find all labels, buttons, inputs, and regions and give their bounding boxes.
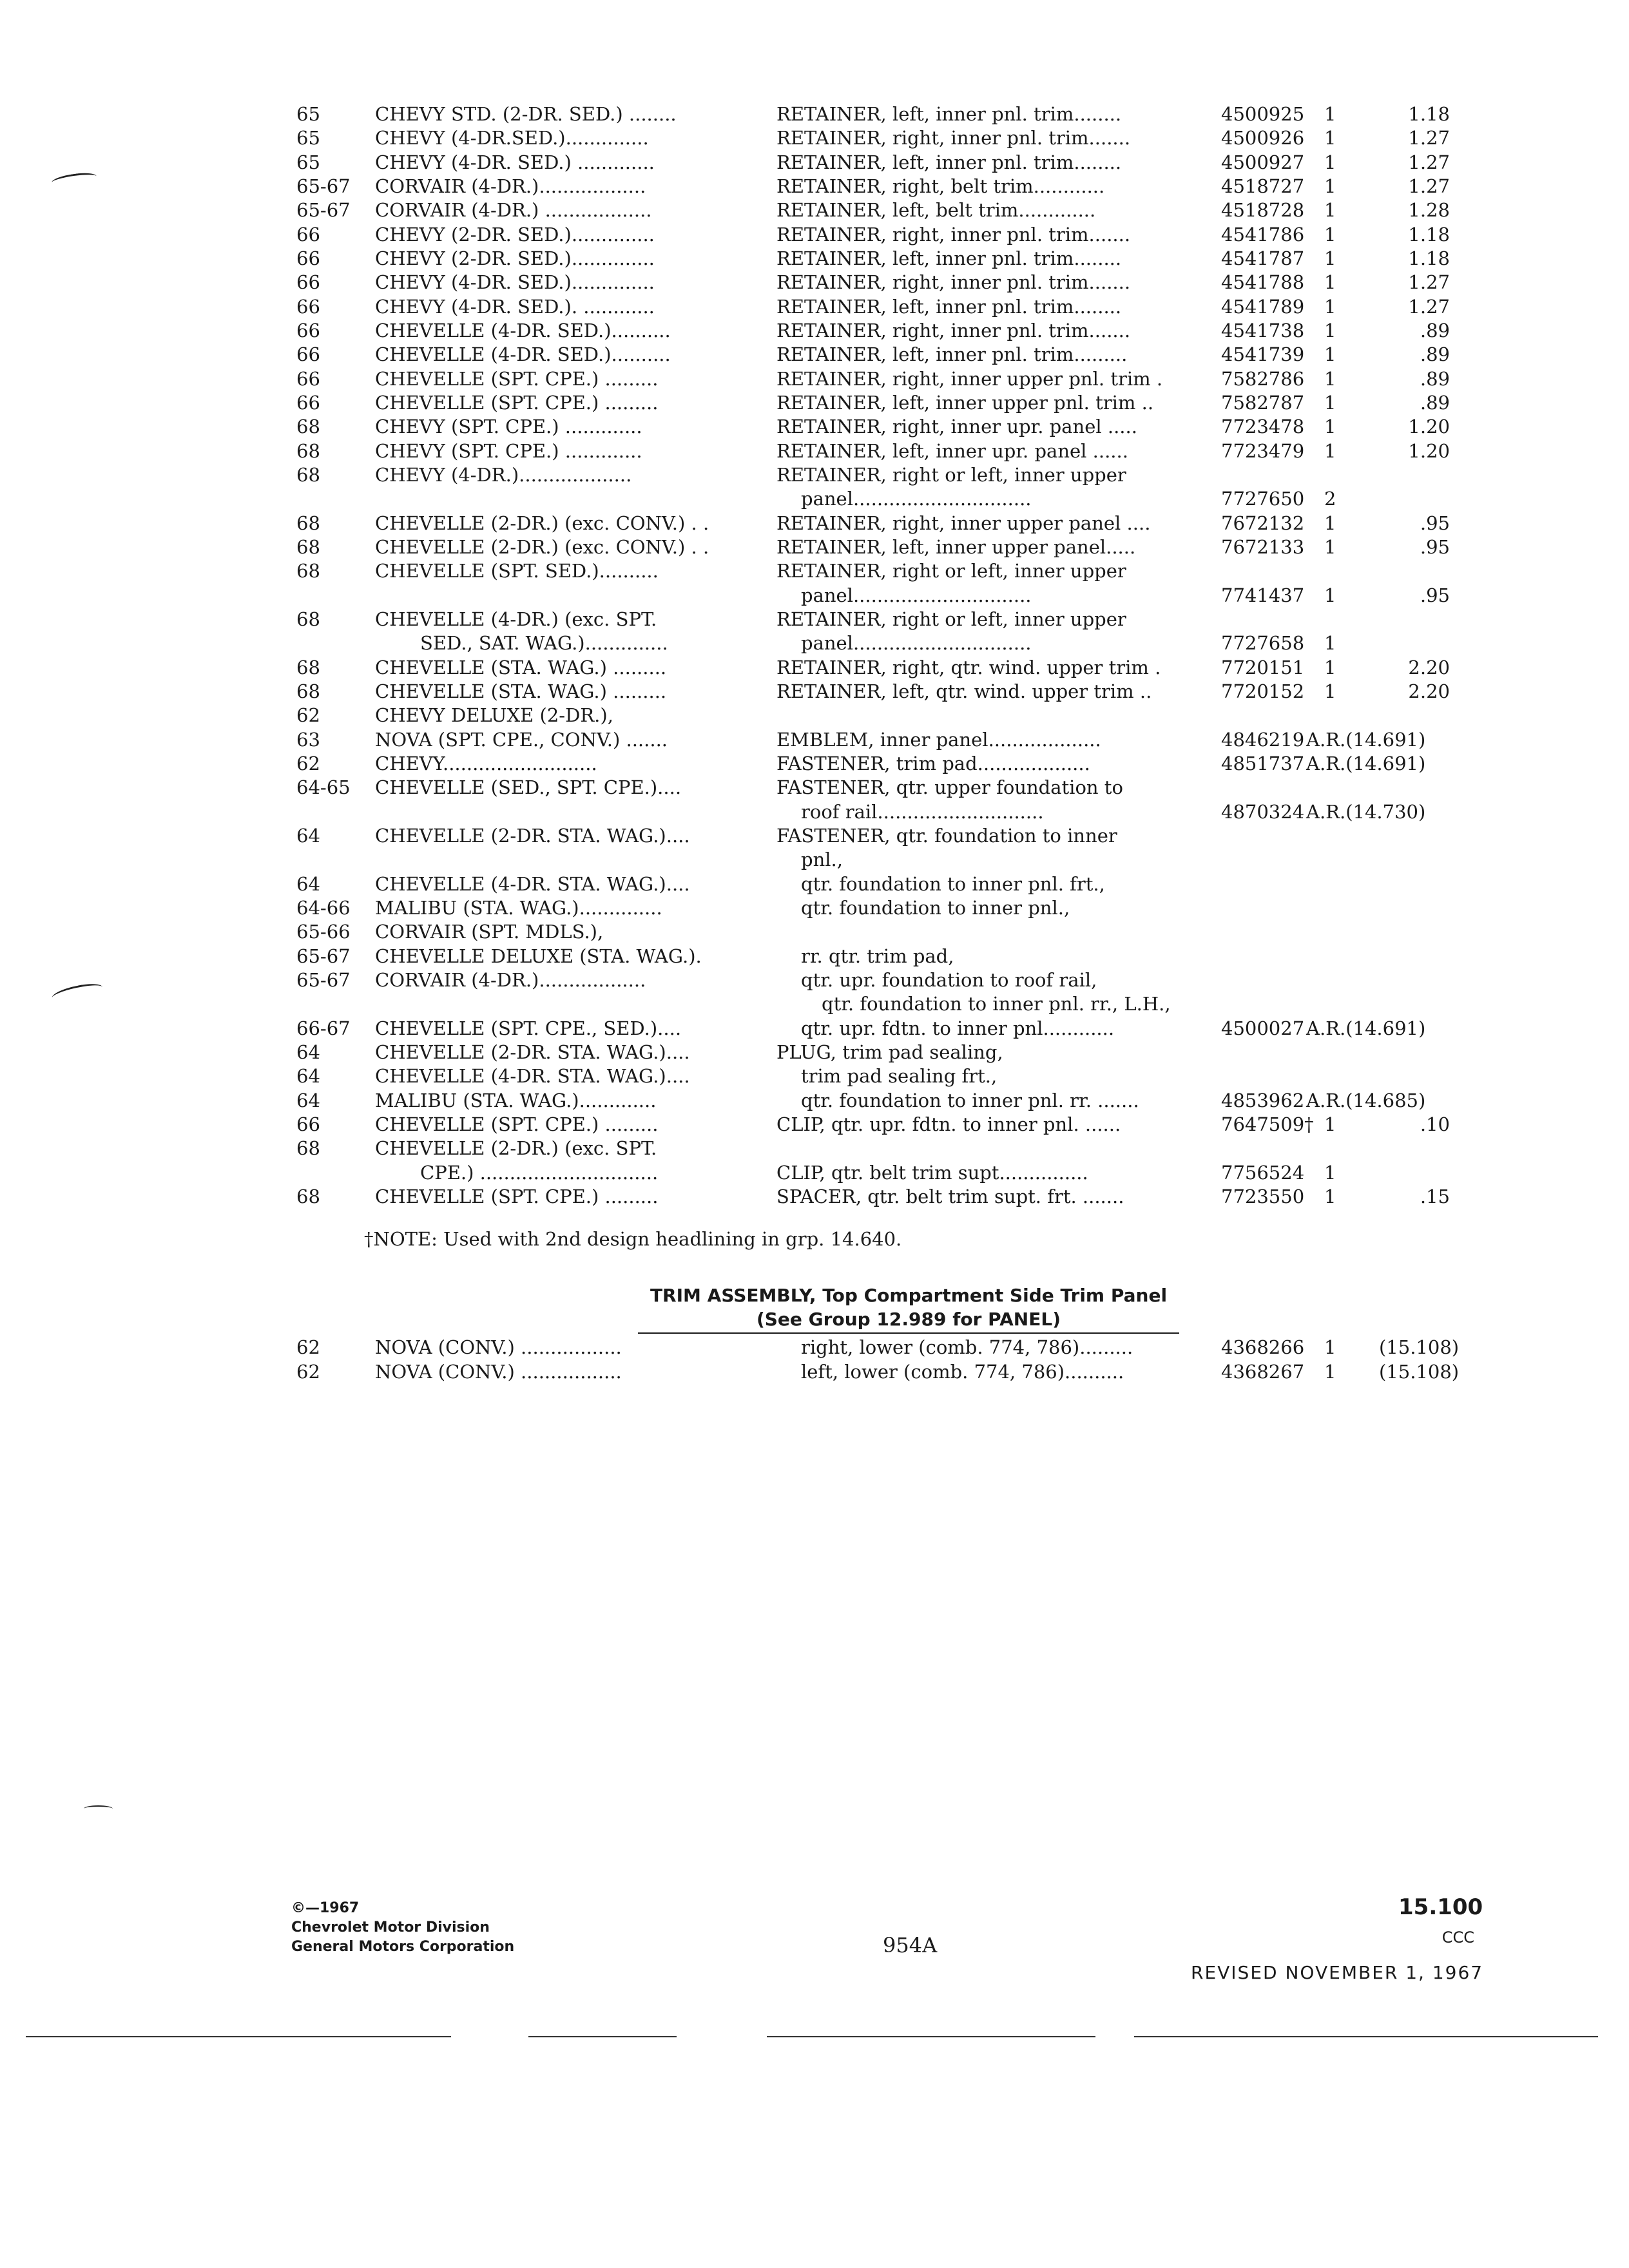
- copyright-block: [291, 1899, 514, 1957]
- quantity: 1: [1324, 151, 1336, 173]
- part-description: FASTENER, qtr. upper foundation to: [776, 776, 1123, 799]
- price: .89: [1420, 391, 1450, 414]
- part-number: 4518727: [1221, 175, 1305, 197]
- part-number: 4368267: [1221, 1360, 1305, 1383]
- part-description: qtr. foundation to inner pnl. rr., L.H.,: [822, 993, 1171, 1015]
- part-number: 4541739: [1221, 343, 1305, 366]
- model-name: SED., SAT. WAG.)..............: [420, 632, 668, 655]
- part-number: 7723550: [1221, 1185, 1305, 1207]
- part-number: 7723478: [1221, 416, 1305, 438]
- part-description: FASTENER, qtr. foundation to inner: [776, 824, 1117, 847]
- part-description: pnl.,: [801, 849, 843, 871]
- part-description: RETAINER, left, qtr. wind. upper trim ..: [776, 680, 1152, 702]
- part-description: RETAINER, left, inner upper pnl. trim ..: [776, 391, 1154, 414]
- model-year: 65-67: [296, 945, 351, 967]
- model-year: 68: [296, 535, 320, 558]
- quantity: 1: [1324, 103, 1336, 125]
- part-number: 7727658: [1221, 632, 1305, 655]
- quantity: 1: [1324, 1161, 1336, 1184]
- model-year: 68: [296, 560, 320, 582]
- part-description: RETAINER, right, inner upper pnl. trim .: [776, 367, 1163, 390]
- model-name: CHEVELLE (2-DR.) (exc. CONV.) . .: [375, 535, 709, 558]
- part-description: RETAINER, left, inner upr. panel ......: [776, 439, 1128, 462]
- part-number: 7720151: [1221, 656, 1305, 678]
- quantity: 1: [1324, 1360, 1336, 1383]
- quantity: 1: [1324, 512, 1336, 534]
- model-year: 62: [296, 752, 320, 774]
- model-name: CHEVELLE (4-DR. STA. WAG.)....: [375, 872, 690, 895]
- part-description: RETAINER, right or left, inner upper: [776, 608, 1126, 630]
- model-year: 66: [296, 271, 320, 294]
- part-description: trim pad sealing frt.,: [801, 1065, 998, 1088]
- quantity: 1: [1324, 535, 1336, 558]
- part-number: 4851737: [1221, 752, 1305, 774]
- model-name: CHEVY (4-DR.SED.)..............: [375, 127, 649, 149]
- part-description: PLUG, trim pad sealing,: [776, 1041, 1003, 1063]
- quantity: 1: [1324, 223, 1336, 245]
- quantity: 1: [1324, 343, 1336, 366]
- price: 1.20: [1408, 439, 1450, 462]
- price: .95: [1420, 535, 1450, 558]
- model-year: 66: [296, 391, 320, 414]
- revision-date: REVISED NOVEMBER 1, 1967: [1191, 1962, 1484, 1983]
- model-name: CHEVELLE (2-DR. STA. WAG.)....: [375, 824, 690, 847]
- model-name: CHEVELLE DELUXE (STA. WAG.).: [375, 945, 702, 967]
- quantity: 1: [1324, 127, 1336, 149]
- quantity: 1: [1324, 391, 1336, 414]
- model-name: CHEVELLE (2-DR.) (exc. SPT.: [375, 1137, 657, 1160]
- price: 1.18: [1408, 103, 1450, 125]
- price: 1.18: [1408, 247, 1450, 269]
- part-description: RETAINER, left, inner pnl. trim.........: [776, 343, 1128, 366]
- model-year: 68: [296, 439, 320, 462]
- model-year: 65-67: [296, 968, 351, 991]
- model-year: 66: [296, 367, 320, 390]
- model-year: 64: [296, 872, 320, 895]
- part-description: RETAINER, right, qtr. wind. upper trim .: [776, 656, 1161, 678]
- price: .89: [1420, 319, 1450, 341]
- model-name: CHEVY..........................: [375, 752, 597, 774]
- quantity: A.R.(14.691): [1306, 752, 1426, 774]
- model-name: NOVA (SPT. CPE., CONV.) .......: [375, 728, 668, 751]
- model-name: CHEVELLE (4-DR. SED.)..........: [375, 319, 671, 341]
- model-name: CHEVELLE (STA. WAG.) .........: [375, 680, 667, 702]
- part-number: 4500926: [1221, 127, 1305, 149]
- part-description: panel..............................: [801, 632, 1032, 655]
- model-year: 66: [296, 319, 320, 341]
- model-year: 64-66: [296, 896, 351, 919]
- part-description: qtr. upr. foundation to roof rail,: [801, 968, 1097, 991]
- model-year: 66: [296, 295, 320, 318]
- part-description: RETAINER, right, inner upr. panel .....: [776, 416, 1137, 438]
- model-name: CHEVELLE (SPT. CPE.) .........: [375, 1185, 659, 1207]
- price: 1.20: [1408, 416, 1450, 438]
- part-description: qtr. foundation to inner pnl. rr. .......: [801, 1089, 1139, 1111]
- part-number: 4541738: [1221, 319, 1305, 341]
- model-name: CHEVELLE (STA. WAG.) .........: [375, 656, 667, 678]
- price: 2.20: [1408, 656, 1450, 678]
- model-year: 62: [296, 1336, 320, 1358]
- part-description: RETAINER, left, inner pnl. trim........: [776, 295, 1122, 318]
- model-year: 65: [296, 103, 320, 125]
- part-number: 4870324: [1221, 800, 1305, 823]
- part-description: RETAINER, right, belt trim............: [776, 175, 1105, 197]
- model-name: CHEVELLE (SPT. SED.)..........: [375, 560, 659, 582]
- price: 2.20: [1408, 680, 1450, 702]
- model-name: CHEVY (4-DR. SED.) .............: [375, 151, 655, 173]
- part-description: CLIP, qtr. belt trim supt...............: [776, 1161, 1088, 1184]
- price: (15.108): [1379, 1360, 1460, 1383]
- part-number: 4500927: [1221, 151, 1305, 173]
- quantity: 1: [1324, 319, 1336, 341]
- model-year: 68: [296, 680, 320, 702]
- model-name: CHEVELLE (SPT. CPE.) .........: [375, 391, 659, 414]
- quantity: 1: [1324, 1113, 1336, 1135]
- price: 1.28: [1408, 199, 1450, 222]
- part-number: 7647509†: [1221, 1113, 1314, 1135]
- model-name: CHEVELLE (2-DR. STA. WAG.)....: [375, 1041, 690, 1063]
- model-year: 66: [296, 247, 320, 269]
- model-name: CHEVY DELUXE (2-DR.),: [375, 704, 613, 727]
- part-description: panel..............................: [801, 584, 1032, 606]
- section-underline: [638, 1332, 1179, 1334]
- model-name: CHEVY (2-DR. SED.)..............: [375, 223, 655, 245]
- part-number: 4500925: [1221, 103, 1305, 125]
- part-description: panel..............................: [801, 488, 1032, 510]
- part-number: 4846219: [1221, 728, 1305, 751]
- corporation-name: General Motors Corporation: [291, 1939, 515, 1955]
- model-year: 68: [296, 463, 320, 486]
- part-number: 7727650: [1221, 488, 1305, 510]
- model-name: MALIBU (STA. WAG.).............: [375, 1089, 657, 1111]
- catalog-code: CCC: [1441, 1928, 1474, 1946]
- quantity: 1: [1324, 416, 1336, 438]
- model-year: 66: [296, 223, 320, 245]
- part-number: 4541787: [1221, 247, 1305, 269]
- model-name: CPE.) ..............................: [420, 1161, 659, 1184]
- price: .89: [1420, 343, 1450, 366]
- binder-hole-mark: [84, 1805, 113, 1812]
- part-description: SPACER, qtr. belt trim supt. frt. .......: [776, 1185, 1124, 1207]
- model-name: NOVA (CONV.) .................: [375, 1360, 622, 1383]
- model-name: CORVAIR (4-DR.)..................: [375, 968, 646, 991]
- part-description: CLIP, qtr. upr. fdtn. to inner pnl. ......: [776, 1113, 1121, 1135]
- division-name: Chevrolet Motor Division: [291, 1919, 490, 1936]
- model-name: CHEVELLE (SED., SPT. CPE.)....: [375, 776, 682, 799]
- model-year: 68: [296, 656, 320, 678]
- model-year: 65-67: [296, 199, 351, 222]
- part-description: qtr. foundation to inner pnl. frt.,: [801, 872, 1105, 895]
- copyright-year: ©—1967: [291, 1900, 360, 1916]
- quantity: 1: [1324, 584, 1336, 606]
- page-number: 954A: [883, 1933, 938, 1957]
- price: .10: [1420, 1113, 1450, 1135]
- quantity: 1: [1324, 199, 1336, 222]
- model-year: 66: [296, 343, 320, 366]
- part-number: 7741437: [1221, 584, 1305, 606]
- model-name: CHEVELLE (SPT. CPE., SED.)....: [375, 1017, 682, 1039]
- part-number: 4500027: [1221, 1017, 1305, 1039]
- part-description: roof rail............................: [801, 800, 1044, 823]
- footnote: †NOTE: Used with 2nd design headlining in grp. 14.640.: [364, 1228, 902, 1250]
- trim-assembly-subtitle: (See Group 12.989 for PANEL): [756, 1309, 1061, 1330]
- model-year: 63: [296, 728, 320, 751]
- model-name: CHEVELLE (4-DR.) (exc. SPT.: [375, 608, 657, 630]
- quantity: 1: [1324, 439, 1336, 462]
- part-number: 7672132: [1221, 512, 1305, 534]
- price: 1.27: [1408, 295, 1450, 318]
- quantity: 1: [1324, 367, 1336, 390]
- quantity: A.R.(14.691): [1306, 1017, 1426, 1039]
- model-year: 64: [296, 1089, 320, 1111]
- model-name: CORVAIR (4-DR.)..................: [375, 175, 646, 197]
- part-description: RETAINER, right, inner pnl. trim.......: [776, 127, 1131, 149]
- price: .95: [1420, 512, 1450, 534]
- price: .15: [1420, 1185, 1450, 1207]
- part-number: 7720152: [1221, 680, 1305, 702]
- part-description: RETAINER, right, inner upper panel ....: [776, 512, 1151, 534]
- model-name: NOVA (CONV.) .................: [375, 1336, 622, 1358]
- model-name: CHEVY (4-DR. SED.). ............: [375, 295, 655, 318]
- part-number: 7582786: [1221, 367, 1305, 390]
- group-number: 15.100: [1398, 1894, 1483, 1920]
- part-number: 4853962: [1221, 1089, 1305, 1111]
- part-description: qtr. upr. fdtn. to inner pnl............: [801, 1017, 1115, 1039]
- part-number: 4518728: [1221, 199, 1305, 222]
- price: 1.27: [1408, 175, 1450, 197]
- part-description: qtr. foundation to inner pnl.,: [801, 896, 1070, 919]
- part-description: RETAINER, right, inner pnl. trim.......: [776, 223, 1131, 245]
- model-name: CORVAIR (SPT. MDLS.),: [375, 921, 604, 943]
- model-name: CHEVY (4-DR.)...................: [375, 463, 632, 486]
- model-year: 62: [296, 1360, 320, 1383]
- quantity: 2: [1324, 488, 1336, 510]
- model-year: 68: [296, 608, 320, 630]
- price: 1.27: [1408, 271, 1450, 294]
- part-number: 7723479: [1221, 439, 1305, 462]
- part-description: right, lower (comb. 774, 786).........: [801, 1336, 1133, 1358]
- model-year: 62: [296, 704, 320, 727]
- part-description: left, lower (comb. 774, 786)..........: [801, 1360, 1124, 1383]
- price: 1.18: [1408, 223, 1450, 245]
- quantity: 1: [1324, 632, 1336, 655]
- quantity: 1: [1324, 295, 1336, 318]
- model-name: CHEVELLE (4-DR. STA. WAG.)....: [375, 1065, 690, 1088]
- quantity: A.R.(14.730): [1306, 800, 1426, 823]
- model-year: 64-65: [296, 776, 351, 799]
- price: (15.108): [1379, 1336, 1460, 1358]
- quantity: A.R.(14.691): [1306, 728, 1426, 751]
- part-number: 7582787: [1221, 391, 1305, 414]
- model-name: CHEVY (SPT. CPE.) .............: [375, 439, 642, 462]
- scan-edge-line: [528, 2036, 677, 2037]
- model-year: 64: [296, 1065, 320, 1088]
- quantity: 1: [1324, 175, 1336, 197]
- model-name: CHEVELLE (4-DR. SED.)..........: [375, 343, 671, 366]
- scan-edge-line: [767, 2036, 1095, 2037]
- scan-edge-line: [1134, 2036, 1598, 2037]
- quantity: 1: [1324, 1336, 1336, 1358]
- quantity: 1: [1324, 271, 1336, 294]
- part-description: RETAINER, right, inner pnl. trim.......: [776, 319, 1131, 341]
- quantity: 1: [1324, 656, 1336, 678]
- model-year: 65-67: [296, 175, 351, 197]
- quantity: A.R.(14.685): [1306, 1089, 1426, 1111]
- part-number: 7756524: [1221, 1161, 1305, 1184]
- part-description: rr. qtr. trim pad,: [801, 945, 954, 967]
- part-number: 4541786: [1221, 223, 1305, 245]
- model-name: CHEVY (4-DR. SED.)..............: [375, 271, 655, 294]
- part-description: RETAINER, right or left, inner upper: [776, 560, 1126, 582]
- model-name: CHEVY (SPT. CPE.) .............: [375, 416, 642, 438]
- model-name: CHEVY STD. (2-DR. SED.) ........: [375, 103, 677, 125]
- model-year: 68: [296, 416, 320, 438]
- part-number: 7672133: [1221, 535, 1305, 558]
- part-description: RETAINER, right or left, inner upper: [776, 463, 1126, 486]
- model-year: 65: [296, 151, 320, 173]
- model-name: CORVAIR (4-DR.) ..................: [375, 199, 652, 222]
- model-year: 65-66: [296, 921, 351, 943]
- trim-assembly-title: TRIM ASSEMBLY, Top Compartment Side Trim Panel: [650, 1285, 1168, 1306]
- model-name: CHEVY (2-DR. SED.)..............: [375, 247, 655, 269]
- model-name: MALIBU (STA. WAG.)..............: [375, 896, 662, 919]
- price: .95: [1420, 584, 1450, 606]
- model-year: 66: [296, 1113, 320, 1135]
- model-year: 66-67: [296, 1017, 351, 1039]
- part-description: RETAINER, left, inner pnl. trim........: [776, 151, 1122, 173]
- model-name: CHEVELLE (2-DR.) (exc. CONV.) . .: [375, 512, 709, 534]
- model-year: 65: [296, 127, 320, 149]
- part-number: 4541788: [1221, 271, 1305, 294]
- price: 1.27: [1408, 127, 1450, 149]
- price: 1.27: [1408, 151, 1450, 173]
- part-description: RETAINER, left, inner pnl. trim........: [776, 103, 1122, 125]
- part-number: 4541789: [1221, 295, 1305, 318]
- part-description: RETAINER, left, inner upper panel.....: [776, 535, 1136, 558]
- quantity: 1: [1324, 247, 1336, 269]
- part-description: EMBLEM, inner panel...................: [776, 728, 1101, 751]
- part-description: RETAINER, right, inner pnl. trim.......: [776, 271, 1131, 294]
- price: .89: [1420, 367, 1450, 390]
- model-name: CHEVELLE (SPT. CPE.) .........: [375, 1113, 659, 1135]
- model-year: 64: [296, 1041, 320, 1063]
- part-description: RETAINER, left, belt trim.............: [776, 199, 1096, 222]
- model-year: 68: [296, 1185, 320, 1207]
- model-year: 68: [296, 512, 320, 534]
- scan-edge-line: [26, 2036, 451, 2037]
- part-description: FASTENER, trim pad...................: [776, 752, 1090, 774]
- quantity: 1: [1324, 1185, 1336, 1207]
- model-name: CHEVELLE (SPT. CPE.) .........: [375, 367, 659, 390]
- part-description: RETAINER, left, inner pnl. trim........: [776, 247, 1122, 269]
- model-year: 64: [296, 824, 320, 847]
- quantity: 1: [1324, 680, 1336, 702]
- part-number: 4368266: [1221, 1336, 1305, 1358]
- model-year: 68: [296, 1137, 320, 1160]
